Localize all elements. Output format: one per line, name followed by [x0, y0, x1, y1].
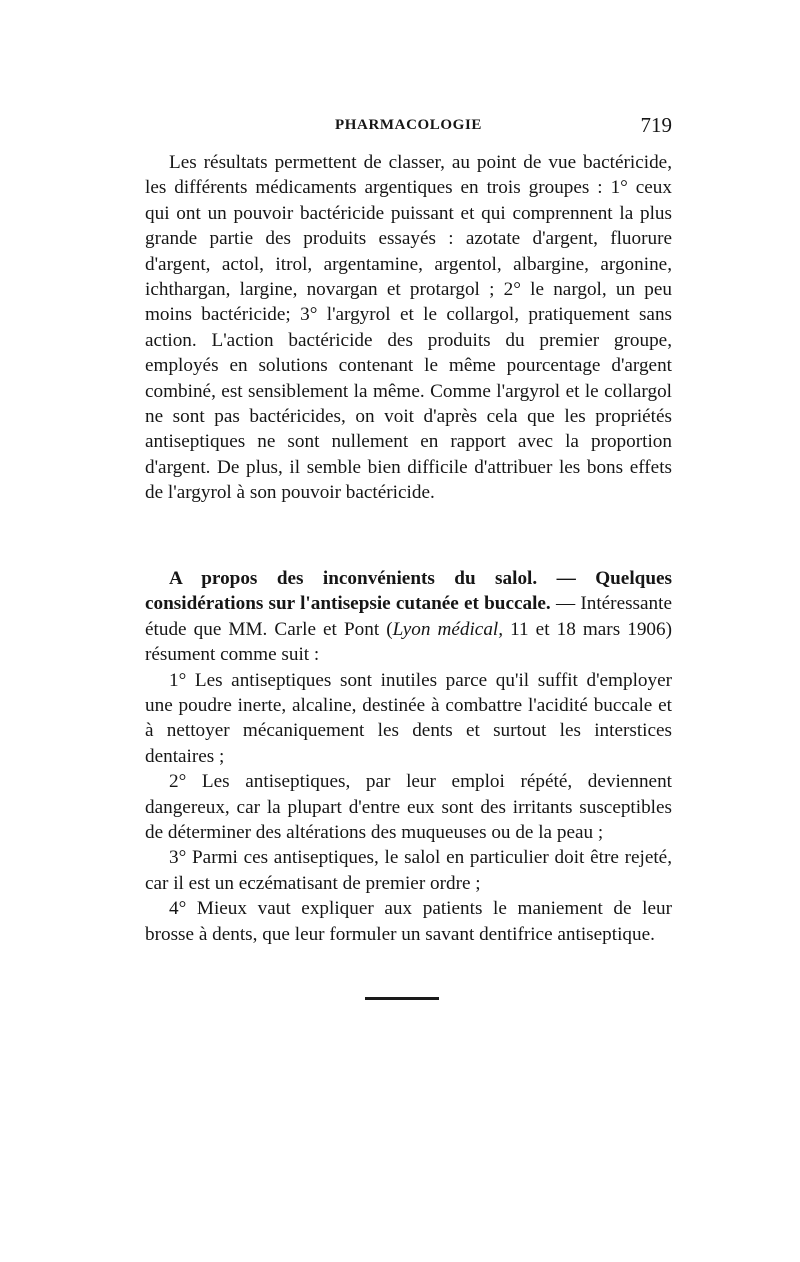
- section-end-rule: [365, 997, 439, 1000]
- page-number: 719: [640, 113, 672, 137]
- running-title: PHARMACOLOGIE: [335, 117, 482, 133]
- article-point-1: 1° Les antiseptiques sont inutiles parce qu'il suffit d'employer une poudre inerte, alcaline, destinée à combattre l'acidité buccale et à nettoyer mécaniquement les dents et surtout les interstices dentaires ;: [145, 669, 672, 767]
- article-source: Lyon médical,: [392, 618, 504, 640]
- article-point-3: 3° Parmi ces antiseptiques, le salol en particulier doit être rejeté, car il est un eczématisant de premier ordre ;: [145, 847, 672, 894]
- article-intro-paragraph: [145, 566, 672, 668]
- running-head: [145, 113, 672, 143]
- body-paragraph: Les résultats permettent de classer, au point de vue bactéricide, les différents médicaments argentiques en trois groupes : 1° ceux qui ont un pouvoir bactéricide puissant et qui comprennent la plus grande partie des produits essayés : azotate d'argent, fluorure d'argent, actol, itrol, argentamine, argentol, albargine, argonine, ichthargan, largine, novargan et protargol ; 2° le nargol, un peu moins bactéricide; 3° l'argyrol et le collargol, pratiquement sans action. L'action bactéricide des produits du premier groupe, employés en solutions contenant le même pourcentage d'argent combiné, est sensiblement la même. Comme l'argyrol et le collargol ne sont pas bactéricides, on voit d'après cela que les propriétés antiseptiques ne sont nullement en rapport avec la proportion d'argent. De plus, il semble bien difficile d'attribuer les bons effets de l'argyrol à son pouvoir bactéricide.: [145, 152, 672, 504]
- article-point-4: 4° Mieux vaut expliquer aux patients le maniement de leur brosse à dents, que leur formuler un savant dentifrice antiseptique.: [145, 898, 672, 945]
- article-point-2: 2° Les antiseptiques, par leur emploi répété, deviennent dangereux, car la plupart d'entre eux sont des irritants susceptibles de déterminer des altérations des muqueuses ou de la peau ;: [145, 771, 672, 844]
- body-text-section: [145, 150, 672, 506]
- article-title: A propos des inconvénients du salol. — Quelques considérations sur l'antisepsie cutanée et buccale.: [145, 568, 672, 615]
- article-section: [145, 566, 672, 947]
- article-intro-after-source: 11 et 18 mars 1906) résument comme suit :: [145, 618, 673, 666]
- article-intro-before-source: — Intéressante étude que MM. Carle et Pont (: [145, 593, 672, 640]
